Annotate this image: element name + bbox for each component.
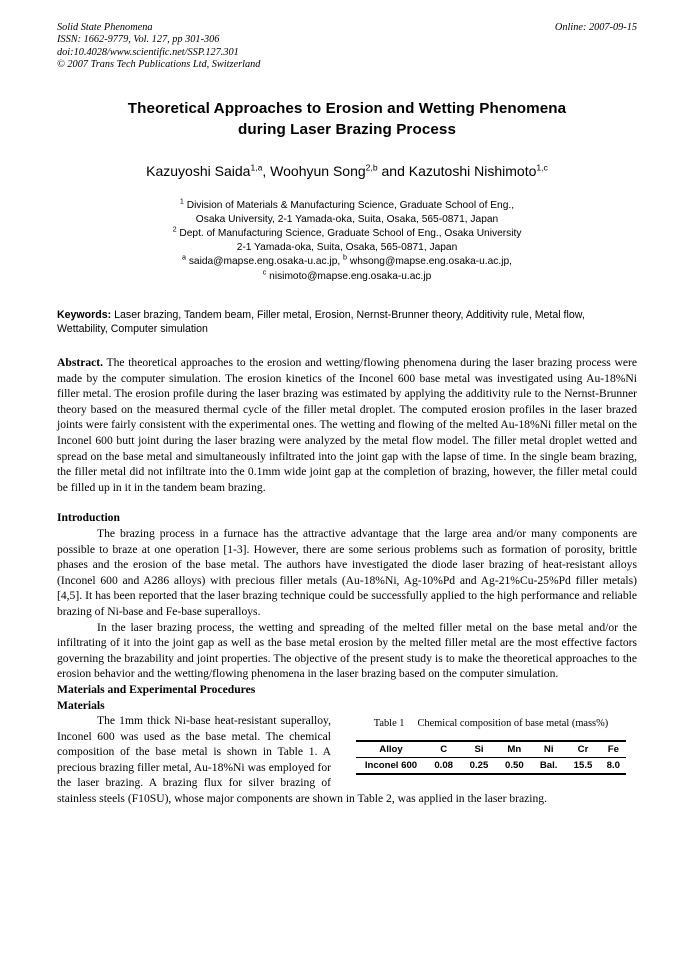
email-line-2 <box>57 267 637 284</box>
column-header-mn: Mn <box>507 744 522 756</box>
keywords-text: Laser brazing, Tandem beam, Filler metal, Erosion, Nernst-Brunner theory, Additivity rule, Metal flow, Wettability, Computer simulation <box>57 308 585 336</box>
table-body <box>356 758 626 775</box>
keywords-label: Keywords: <box>57 308 112 321</box>
affiliation-line-2: Osaka University, 2-1 Yamada-oka, Suita, Osaka, 565-0871, Japan <box>195 213 499 225</box>
column-header-c: C <box>440 744 448 756</box>
introduction-paragraph-1: The brazing process in a furnace has the attractive advantage that the large area and/or many components are possible to braze at one operation [1-3]. However, there are some serious problems such as formation of porosity, brittle phases and the erosion of the base metal. The authors have investigated the diode laser brazing of heat-resistant alloys (Inconel 600 and A286 alloys) with precious filler metals (Au-18%Ni, Ag-10%Pd and Ag-21%Cu-25%Pd filler metals) [4,5]. It has been reported that the laser brazing technique could be successfully applied to the high performance and reliable brazing of Ni-base and Fe-base superalloys. <box>57 526 637 618</box>
table-1-caption <box>345 717 637 731</box>
author-separator-1: , <box>262 162 271 179</box>
table-row <box>356 758 626 775</box>
author-list <box>57 162 637 180</box>
affiliation-marker-1: 1 <box>179 196 184 206</box>
heading-introduction: Introduction <box>57 511 120 525</box>
affiliation-marker-2: 2 <box>172 224 177 234</box>
table-1-caption-text: Chemical composition of base metal (mass%) <box>417 718 609 730</box>
affiliation-line-4: 2-1 Yamada-oka, Suita, Osaka, 565-0871, Japan <box>236 242 458 254</box>
title-line-2: during Laser Brazing Process <box>237 120 457 138</box>
cell-si: 0.25 <box>469 760 489 772</box>
heading-materials-and-experimental-procedures: Materials and Experimental Procedures <box>57 682 256 696</box>
author-name-3: Kazutoshi Nishimoto <box>408 162 537 179</box>
table-header <box>356 741 626 758</box>
column-header-alloy: Alloy <box>379 744 403 756</box>
affiliation-text-2: Dept. of Manufacturing Science, Graduate School of Eng., Osaka University <box>176 228 522 240</box>
journal-name: Solid State Phenomena <box>57 22 153 33</box>
abstract-label: Abstract. <box>57 356 104 370</box>
author-affiliation-marker-2: 2,b <box>365 161 378 172</box>
column-header-fe: Fe <box>607 744 619 756</box>
cell-c: 0.08 <box>434 760 454 772</box>
journal-copyright: © 2007 Trans Tech Publications Ltd, Switzerland <box>57 59 261 71</box>
cell-alloy: Inconel 600 <box>364 760 418 772</box>
journal-header <box>57 22 637 72</box>
email-marker-c: c <box>262 267 267 277</box>
email-address-c: nisimoto@mapse.eng.osaka-u.ac.jp <box>266 270 432 282</box>
table-1-chemical-composition <box>356 740 626 775</box>
abstract-text: The theoretical approaches to the erosion and wetting/flowing phenomena during the laser brazing process were made by the computer simulation. The erosion kinetics of the Inconel 600 base metal was investigated using Au-18%Ni filler metal. The erosion profile during the laser brazing was estimated by applying the additivity rule to the Nernst-Brunner theory based on the measured thermal cycle of the filler metal droplet. The computed erosion profiles in the laser brazed joints were fairly consistent with the experimental ones. The wetting and flowing of the melted Au-18%Ni filler metal on the Inconel 600 butt joint during the laser brazing were analyzed by the metal flow model. The filler metal droplet wetted and spread on the base metal and simultaneously infiltrated into the joint gap with the lapse of time. In the single beam brazing, the filler metal did not infiltrate into the 0.1mm wide joint gap at the completion of brazing, however, the filler metal could be filled up in it in the tandem beam brazing. <box>57 356 637 494</box>
journal-doi: doi:10.4028/www.scientific.net/SSP.127.301 <box>57 46 239 58</box>
affiliation-line-3 <box>57 224 637 241</box>
materials-float-region <box>57 713 637 807</box>
affiliation-block <box>57 196 637 284</box>
heading-materials: Materials <box>57 698 105 712</box>
column-header-cr: Cr <box>577 744 589 756</box>
author-affiliation-marker-1: 1,a <box>250 161 263 172</box>
keywords-block <box>57 308 637 337</box>
cell-cr: 15.5 <box>573 760 593 772</box>
materials-paragraph: The 1mm thick Ni-base heat-resistant superalloy, Inconel 600 was used as the base metal. The chemical composition of the base metal is shown in Table 1. A precious brazing filler metal, Au-18%Ni was employed for the laser brazing. A brazing flux for silver brazing of stainless steels (F10SU), whose major components are shown in Table 2, was applied in the laser brazing. <box>57 714 547 806</box>
cell-mn: 0.50 <box>505 760 524 772</box>
email-line-1 <box>57 255 637 269</box>
title-line-1: Theoretical Approaches to Erosion and Wetting Phenomena <box>127 99 567 117</box>
cell-ni: Bal. <box>539 760 558 772</box>
journal-issn: ISSN: 1662-9779, Vol. 127, pp 301-306 <box>57 34 220 46</box>
author-name-1: Kazuyoshi Saida <box>146 162 251 179</box>
author-separator-2: and <box>377 162 409 179</box>
affiliation-text-1: Division of Materials & Manufacturing Science, Graduate School of Eng., <box>183 199 515 211</box>
online-date: Online: 2007-09-15 <box>554 22 637 33</box>
page-title <box>57 98 637 140</box>
introduction-paragraph-2: In the laser brazing process, the wetting and spreading of the melted filler metal on the base metal and/or the infiltrating of it into the joint gap as well as the base metal erosion by the melted filler metal are the most effective factors governing the brazability and joint properties. The objective of the present study is to make the theoretical approaches to the erosion behavior and the wetting/flowing phenomena in the laser brazing based on the computer simulation. <box>57 620 637 681</box>
email-address-a: saida@mapse.eng.osaka-u.ac.jp, <box>186 256 344 268</box>
column-header-ni: Ni <box>543 744 554 756</box>
table-1-float <box>345 717 637 775</box>
email-marker-a: a <box>182 253 186 263</box>
abstract-block <box>57 355 637 495</box>
affiliation-line-1 <box>57 196 637 213</box>
email-marker-b: b <box>343 253 348 263</box>
column-header-si: Si <box>474 744 484 756</box>
table-1-caption-label: Table 1 <box>373 718 405 730</box>
email-address-b: whsong@mapse.eng.osaka-u.ac.jp, <box>347 256 512 268</box>
cell-fe: 8.0 <box>606 760 621 772</box>
table-header-row <box>356 741 626 758</box>
author-name-2: Woohyun Song <box>270 162 366 179</box>
author-affiliation-marker-3: 1,c <box>536 161 548 172</box>
